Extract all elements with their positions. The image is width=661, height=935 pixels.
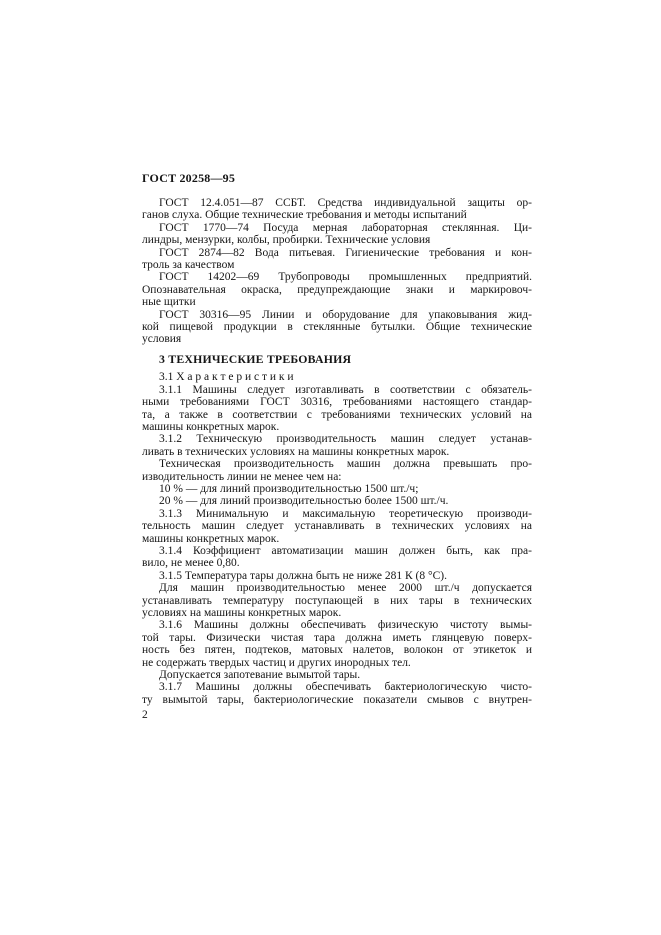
paragraph [142,371,532,383]
paragraph [142,495,532,507]
text-line: ГОСТ 1770—74 Посуда мерная лабораторная стеклянная. Ци- [159,221,532,234]
text-line: ными требованиями ГОСТ 30316, требованиями настоящего стандар- [142,396,532,409]
paragraph [142,309,532,346]
paragraph [142,247,532,272]
paragraph [142,570,532,582]
text-line: ганов слуха. Общие технические требования и методы испытаний [142,209,467,222]
text-line: 20 % — для линий производительностью более 1500 шт./ч. [159,495,449,508]
text-line: та, а также в соответствии с требованиями технических условий на [142,408,532,421]
paragraph [142,458,532,483]
text-line: условия [142,333,182,346]
paragraph [142,619,532,669]
text-line: 3.1.4 Коэффициент автоматизации машин должен быть, как пра- [159,544,532,557]
text-line: Для машин производительностью менее 2000 шт./ч допускается [159,582,532,595]
document-body [142,197,532,706]
text-line: условиях на машины конкретных марок. [142,607,342,619]
paragraph [142,508,532,545]
text-line: устанавливать температуру поступающей в них тары в технических [142,594,532,607]
section-heading: 3 ТЕХНИЧЕСКИЕ ТРЕБОВАНИЯ [159,351,352,366]
paragraph [142,271,532,308]
text-line: той тары. Физически чистая тара должна иметь глянцевую поверх- [142,631,532,644]
text-line: 3.1 Х а р а к т е р и с т и к и [159,371,294,384]
paragraph [142,669,532,681]
paragraph [142,197,532,222]
text-line: 3.1.6 Машины должны обеспечивать физическую чистоту вымы- [159,619,532,632]
text-line: вило, не менее 0,80. [142,557,240,570]
paragraph [142,681,532,706]
text-line: ГОСТ 12.4.051—87 ССБТ. Средства индивидуальной защиты ор- [159,197,532,209]
text-line: линдры, мензурки, колбы, пробирки. Технические условия [142,234,431,247]
text-line: не содержать твердых частиц и других инородных тел. [142,656,411,669]
text-line: ные щитки [142,296,196,309]
text-line: троль за качеством [142,259,235,272]
paragraph [142,384,532,434]
text-line: кой пищевой продукции в стеклянные бутылки. Общие технические [142,321,532,334]
text-line: 3.1.1 Машины следует изготавливать в соответствии с обязатель- [159,383,532,396]
text-line: 3.1.7 Машины должны обеспечивать бактериологическую чисто- [159,681,532,694]
text-line: ГОСТ 14202—69 Трубопроводы промышленных предприятий. [159,271,532,284]
text-line: ту вымытой тары, бактериологические показатели смывов с внутрен- [142,693,532,706]
text-line: ность без пятен, подтеков, матовых налетов, волокон от этикеток и [142,644,532,657]
text-line: Допускается запотевание вымытой тары. [159,669,361,682]
text-line: ГОСТ 30316—95 Линии и оборудование для упаковывания жид- [159,308,532,321]
text-line: 3.1.5 Температура тары должна быть не ниже 281 К (8 °С). [159,569,447,582]
text-line: ливать в технических условиях на машины конкретных марок. [142,445,450,458]
paragraph [142,433,532,458]
text-line: 10 % — для линий производительностью 1500 шт./ч; [159,482,419,495]
text-line: Техническая производительность машин должна превышать про- [159,458,532,471]
text-line: машины конкретных марок. [142,532,280,545]
document-code-header: ГОСТ 20258—95 [142,171,236,185]
text-line: машины конкретных марок. [142,420,280,433]
text-line: 3.1.3 Минимальную и максимальную теоретическую производи- [159,507,532,520]
text-line: тельность машин следует устанавливать в технических условиях на [142,520,532,533]
paragraph [142,222,532,247]
paragraph [142,582,532,619]
paragraph [142,483,532,495]
text-line: ГОСТ 2874—82 Вода питьевая. Гигиенические требования и кон- [159,246,532,259]
text-line: 3.1.2 Техническую производительность машин следует устанав- [159,433,532,446]
text-line: изводительность линии не менее чем на: [142,470,342,483]
text-line: Опознавательная окраска, предупреждающие знаки и маркировоч- [142,283,532,296]
paragraph [142,545,532,570]
page-number: 2 [142,709,148,721]
